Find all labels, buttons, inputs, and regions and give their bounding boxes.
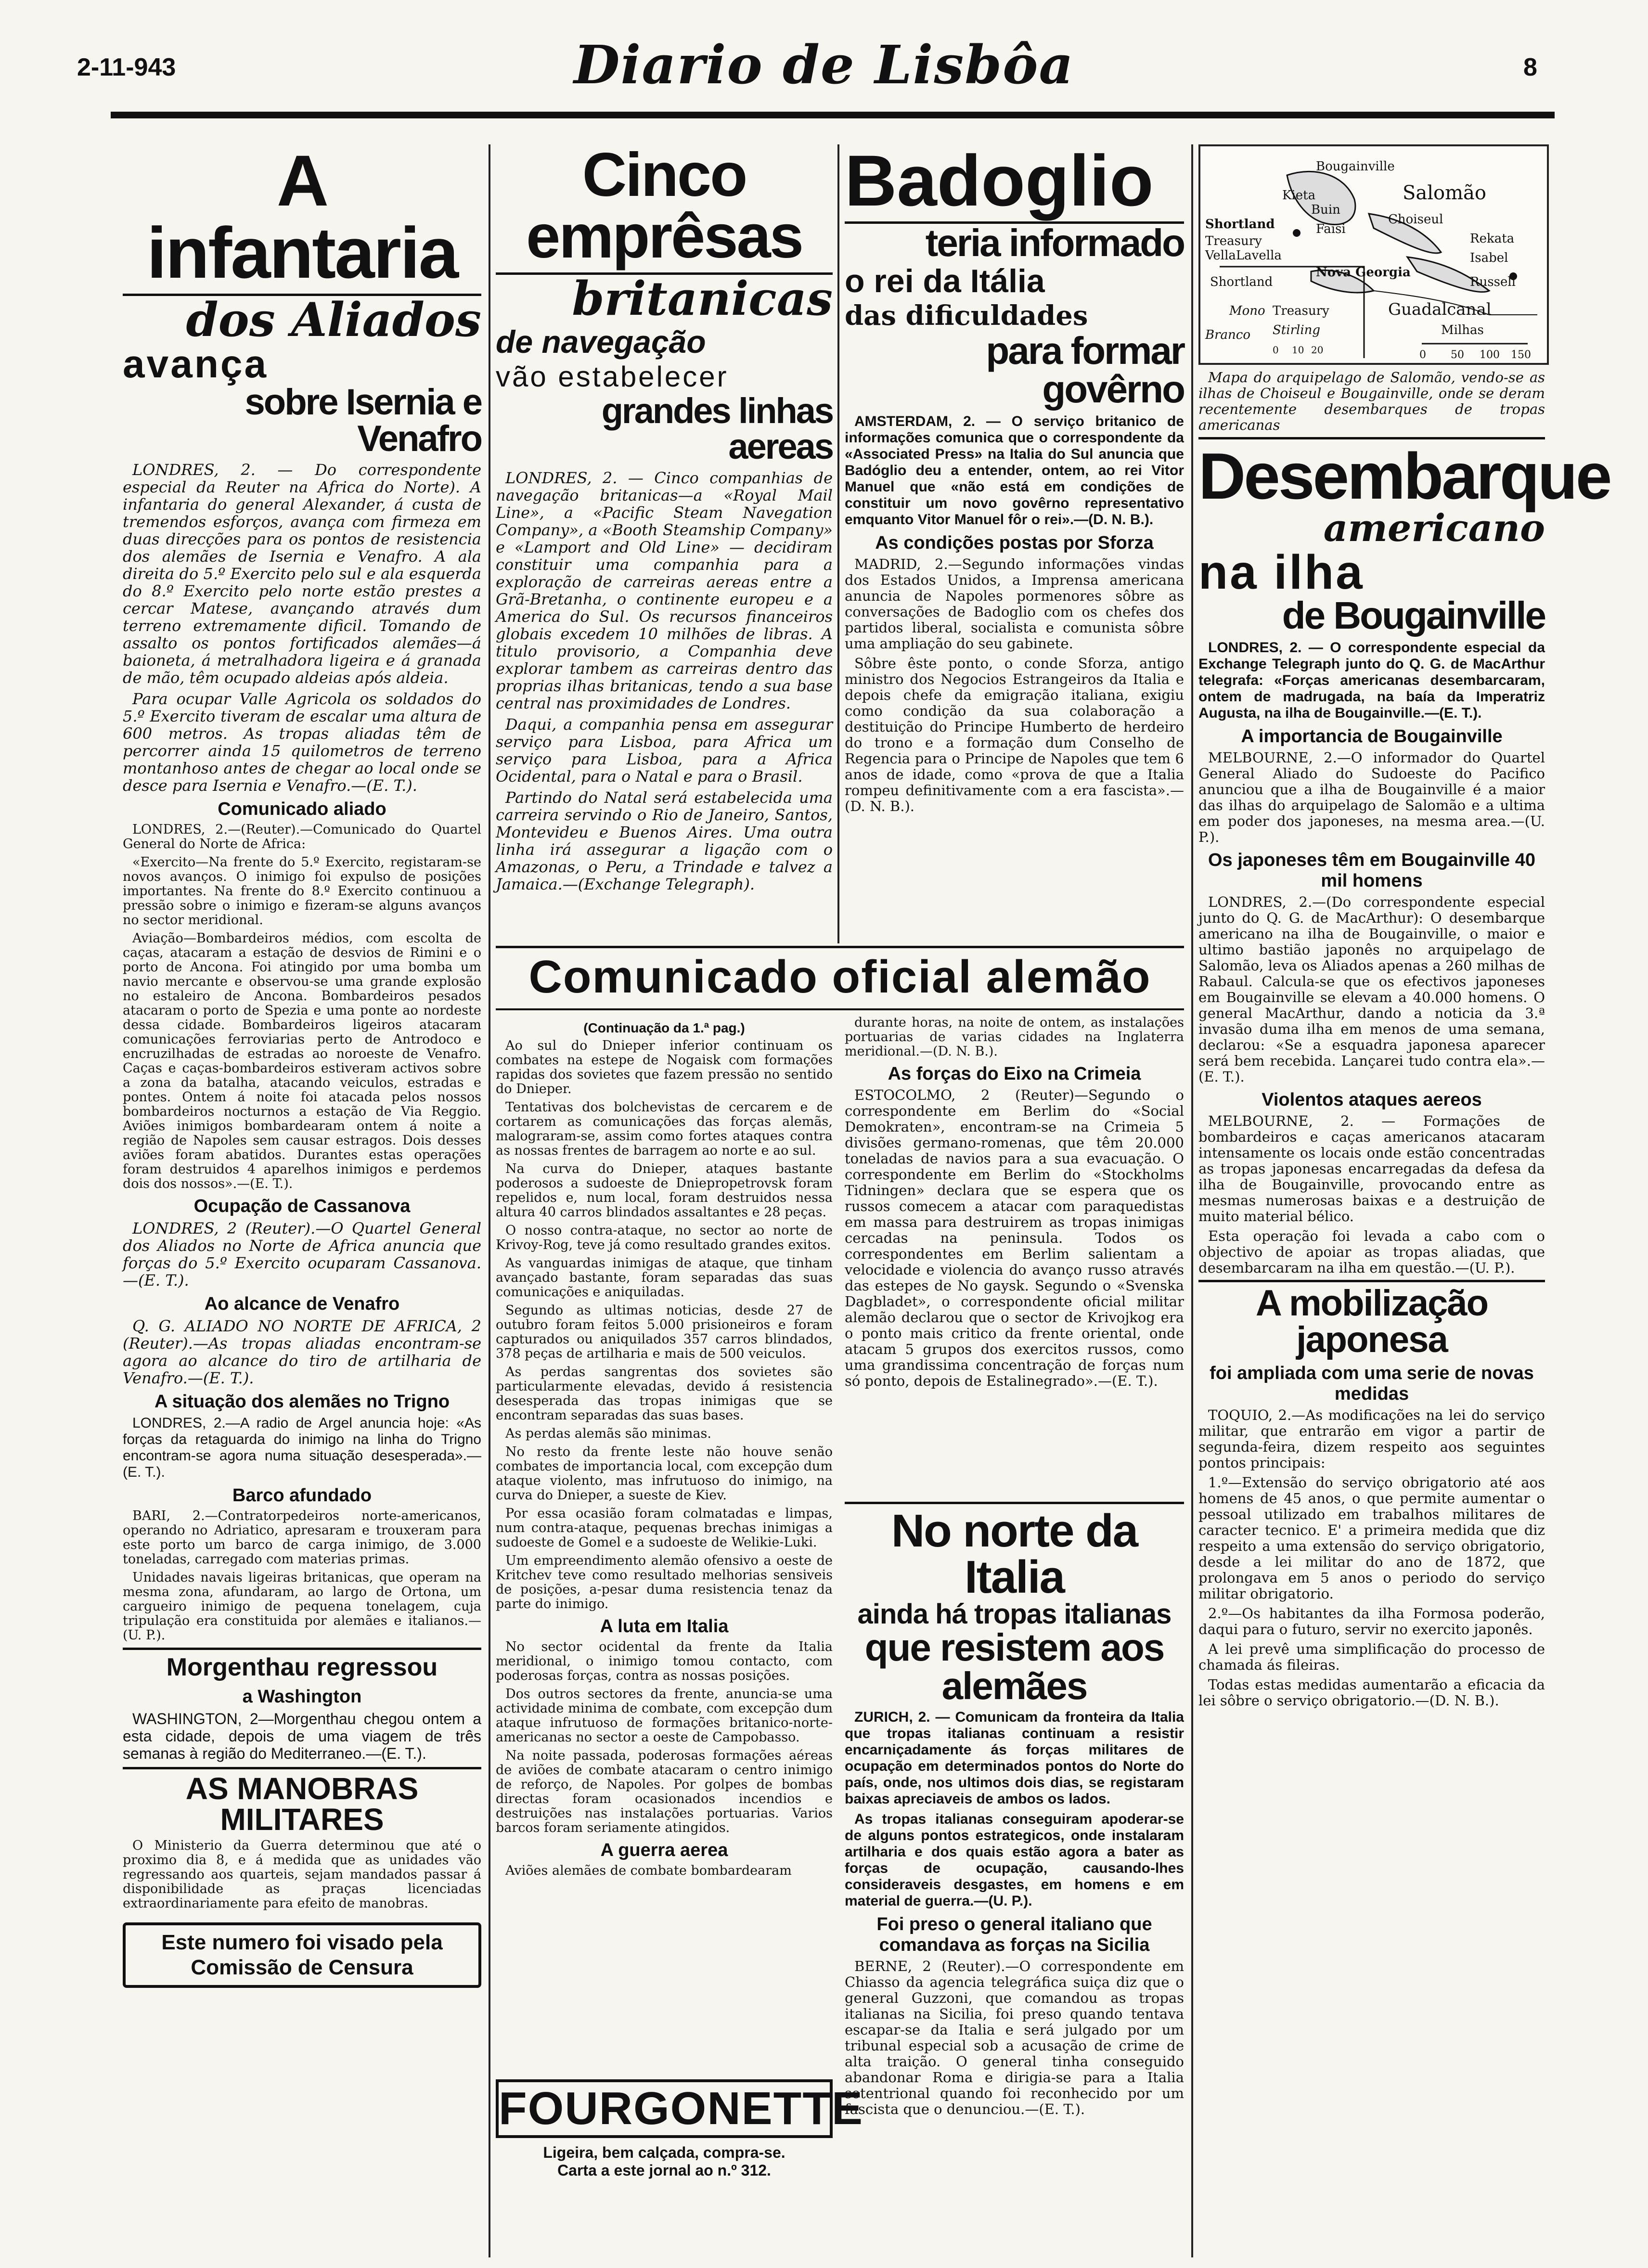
map-label: Treasury — [1205, 234, 1262, 248]
headline: Cinco emprêsas — [496, 144, 833, 275]
subheading: Violentos ataques aereos — [1262, 1089, 1482, 1110]
map-label: Guadalcanal — [1388, 300, 1492, 319]
subheading: foi ampliada com uma serie de novas medidas — [1210, 1363, 1534, 1404]
solomon-islands-map — [1198, 144, 1549, 365]
headline: No norte da Italia — [891, 1505, 1138, 1603]
headline-sub: britanicas — [572, 271, 833, 326]
paragraph: Ao sul do Dnieper inferior continuam os combates na estepe de Nogaisk com formações rapidas dos sovietes que fazem pressão no sentido do Dnieper. — [496, 1038, 833, 1096]
paragraph: 2.º—Os habitantes da ilha Formosa poderão, daqui para o futuro, servir no exercito japonês. — [1198, 1605, 1545, 1637]
column-divider — [1191, 144, 1193, 2257]
paragraph: MELBOURNE, 2. — Formações de bombardeiros e caças americanos atacaram intensamente os locais onde estão concentradas as tropas japonesas encarregadas da defesa da ilha de Bougainville, provocando entre as mesmas numerosas baixas e a destruição de muito material bélico. — [1198, 1112, 1545, 1224]
paragraph: ZURICH, 2. — Comunicam da fronteira da Italia que tropas italianas continuam a resistir encarniçadamente ás forças militares de ocupação em determinados pontos do Norte do país, onde, nos ultimos dois dias, se registaram baixas apreciaveis de ambos os lados. — [845, 1709, 1184, 1807]
paragraph: Um empreendimento alemão ofensivo a oeste de Kritchev teve como resultado melhorias sensiveis de posições, a-pesar duma resistencia tenaz da parte do inimigo. — [496, 1553, 833, 1611]
map-label: 150 — [1511, 349, 1531, 361]
article-title: AS MANOBRAS MILITARES — [185, 1771, 419, 1837]
map-label: Nova Georgia — [1316, 265, 1411, 280]
article-title: Morgenthau regressou — [166, 1653, 438, 1681]
headline-sub: vão estabelecer — [496, 360, 729, 393]
paragraph: AMSTERDAM, 2. — O serviço britanico de informações comunica que o correspondente da «Associated Press» na Italia do Sul anuncia que Badóglio deu a entender, ontem, ao rei Vitor Manuel que «não está em condições de constituir um novo govêrno representativo emquanto Vitor Manuel fôr o rei».—(D. N. B.). — [845, 413, 1184, 528]
headline-sub: teria informado — [925, 221, 1184, 264]
headline-sub: ainda há tropas italianas — [857, 1598, 1172, 1630]
paragraph: LONDRES, 2. — O correspondente especial da Exchange Telegraph junto do Q. G. de MacArthur telegrafa: «Forças americanas desembarcaram, ontem de madrugada, na baía da Imperatriz Augusta, na ilha de Bougainville.—(E. T.). — [1198, 639, 1545, 721]
paragraph: MELBOURNE, 2.—O informador do Quartel General Aliado do Sudoeste do Pacifico anunciou que a ilha de Bougainville é a maior das ilhas do arquipelago de Salomão e a ultima em poder dos japoneses, na mesma area.—(U. P.). — [1198, 749, 1545, 845]
issue-date: 2-11-943 — [77, 53, 176, 81]
paragraph: Partindo do Natal será estabelecida uma carreira servindo o Rio de Janeiro, Santos, Montevideu e Buenos Aires. Uma outra linha irá assegurar a ligação com o Amazonas, o Peru, a Trindade e talvez a Jamaica.—(Exchange Telegraph). — [496, 788, 833, 893]
paragraph: BARI, 2.—Contratorpedeiros norte-americanos, operando no Adriatico, apresaram e trouxeram para este porto um barco de carga inimigo, de 3.000 toneladas, carregado com materias primas. — [123, 1508, 481, 1567]
paragraph: As tropas italianas conseguiram apoderar-se de alguns pontos estrategicos, onde instalaram artilharia e dos quais estão agora a bater as forças de ocupação, causando-lhes consideraveis desgastes, em homens e em material de guerra.—(U. P.). — [845, 1811, 1184, 1909]
section-title: Comunicado oficial alemão — [528, 951, 1151, 1003]
paragraph: Na noite passada, poderosas formações aéreas de aviões de combate atacaram o centro inimigo de reforço, de Napoles. Por golpes de bombas directas foram ocasionados incendios e destruições nas instalações portuarias. Varios barcos foram seriamente atingidos. — [496, 1748, 833, 1835]
paragraph: As perdas sangrentas dos sovietes são particularmente elevadas, devido á resistencia desesperada das tropas inimigas que se encontram separadas das suas bases. — [496, 1365, 833, 1423]
map-label: Kieta — [1282, 188, 1316, 203]
subheading: Comunicado aliado — [218, 799, 386, 819]
masthead-rule — [111, 112, 1555, 118]
subheading: As condições postas por Sforza — [875, 533, 1154, 553]
ad-line: Carta a este jornal ao n.º 312. — [557, 2162, 771, 2179]
map-label: 0 — [1273, 344, 1279, 356]
paragraph: BERNE, 2 (Reuter).—O correspondente em Chiasso da agencia telegráfica suiça diz que o general Guzzoni, que comandou as tropas italianas na Sicilia, foi preso quando tentava escapar-se da Italia e será julgado por um tribunal especial sob a acusação de crime de alta traição. O general tinha conseguido abandonar Roma e dirigia-se para a Italia setentrional quando foi reconhecido por um fascista que o denunciou.—(E. T.). — [845, 1958, 1184, 2117]
paragraph: ESTOCOLMO, 2 (Reuter)—Segundo o correspondente em Berlim do «Social Demokraten», encontram-se na Crimeia 5 divisões germano-romenas, que têm 20.000 toneladas de navios para a sua evacuação. O correspondente em Berlim do «Stockholms Tidningen» declara que se espera que os russos comecem a atacar com paraquedistas em massa para destruirem as tropas inimigas cercadas na peninsula. Todos os correspondentes em Berlim salientam a velocidade e violencia do avanço russo através das estepes de No gaysk. Segundo o «Svenska Dagbladet», o correspondente oficial militar alemão declarou que o sector de Krivojkog era o ponto mais critico da frente oriental, onde atacam 5 grupos dos exercitos russos, como uma grandissima concentração de forças num só ponto, depois de Estalinegrado».—(E. T.). — [845, 1087, 1184, 1389]
paragraph: WASHINGTON, 2—Morgenthau chegou ontem a esta cidade, depois de uma viagem de três semanas à região do Mediterraneo.—(E. T.). — [123, 1710, 481, 1762]
paragraph: Para ocupar Valle Agricola os soldados do 5.º Exercito tiveram de escalar uma altura de 600 metros. As tropas aliadas têm de percorrer ainda 15 quilometros de terreno montanhoso antes de chegar ao local onde se desce para Isernia e Venafro.—(E. T.). — [123, 689, 481, 795]
paragraph: As vanguardas inimigas de ataque, que tinham avançado bastante, foram separadas das suas comunicações e aniquiladas. — [496, 1256, 833, 1300]
subheading: Os japoneses têm em Bougainville 40 mil homens — [1208, 850, 1536, 891]
paragraph: «Exercito—Na frente do 5.º Exercito, registaram-se novos avanços. O inimigo foi expulso de posições importantes. Na frente do 8.º Exercito continuou a pressão sobre o inimigo e fizeram-se alguns avanços no sector meridional. — [123, 854, 481, 928]
column-divider — [489, 144, 490, 2257]
ad-line: Ligeira, bem calçada, compra-se. — [543, 2144, 785, 2161]
headline-sub: de navegação — [496, 323, 706, 360]
article-bougainville — [1198, 144, 1610, 2257]
map-label: Treasury — [1273, 304, 1329, 318]
map-label: 0 — [1419, 349, 1426, 361]
headline: Badoglio — [845, 144, 1184, 224]
headline-sub: o rei da Itália — [845, 263, 1045, 299]
subheading: Ao alcance de Venafro — [204, 1293, 400, 1314]
section-rule — [496, 946, 1184, 948]
headline-sub: avança — [123, 342, 269, 386]
paragraph: LONDRES, 2.—A radio de Argel anuncia hoje: «As forças da retaguarda do inimigo na linha do Trigno encontram-se agora numa situação desesperada».—(E. T.). — [123, 1415, 481, 1480]
headline-sub: americano — [1323, 506, 1545, 550]
map-label: Rekata — [1470, 232, 1515, 246]
map-label: 100 — [1480, 349, 1500, 361]
paragraph: O Ministerio da Guerra determinou que até o proximo dia 8, e á medida que as unidades vão regressando aos quarteis, sejam mandados passar á disponibilidade as praças licenciadas extraordinariamente para efeito de manobras. — [123, 1838, 481, 1911]
paragraph: Aviação—Bombardeiros médios, com escolta de caças, atacaram a estação de desvios de Rimini e o porto de Ancona. Foi atingido por uma bomba um navio mercante e observou-se uma grande explosão no estaleiro de Ancona. Bombardeiros pesados atacaram o porto de Spezia e uma ponte ao nordeste dessa cidade. Bombardeiros ligeiros atacaram comunicações ferroviarias perto de Antrodoco e encruzilhadas de estradas ao noroeste de Venafro. Caças e caças-bombardeiros estiveram activos sobre a zona da batalha, atacando veiculos, estradas e pontes. Ontem á noite foi atacada pelos nossos bombardeiros nocturnos a estação de Via Reggio. Aviões inimigos bombardearam ontem á noite a região de Napoles sem causar estragos. Dois desses aviões foram abatidos. Durantes estas operações foram destruidos 4 aparelhos inimigos e perdemos dois dos nossos».—(E. T.). — [123, 930, 481, 1191]
headline-sub: na ilha — [1198, 545, 1365, 599]
paragraph: Sôbre êste ponto, o conde Sforza, antigo ministro dos Negocios Estrangeiros da Italia e depois chefe da emigração italiana, exigiu como condição da sua colaboração a destituição do Principe Humberto de herdeiro do trono e a formação dum Conselho de Regencia para o Principe de Napoles que tem 6 anos de idade, como «prova de que a Italia rompeu definitivamente com a era fascista».—(D. N. B.). — [845, 655, 1184, 814]
article-manobras — [123, 1767, 481, 1911]
map-label: 50 — [1451, 349, 1464, 361]
map-drawing — [1200, 146, 1543, 359]
paragraph: Por essa ocasião foram colmatadas e limpas, num contra-ataque, pequenas brechas inimigas a sudoeste de Gomel e a sudoeste de Welikie-Luki. — [496, 1506, 833, 1550]
headline-sub: de Bougainville — [1282, 593, 1545, 637]
headline-sub: dos Aliados — [186, 293, 481, 347]
paragraph: Unidades navais ligeiras britanicas, que operam na mesma zona, afundaram, ao largo de Ortona, um cargueiro inimigo de pequena tonelagem, cuja tripulação era constituida por alemães e italianos.—(U. P.). — [123, 1570, 481, 1643]
map-label: Shortland — [1205, 217, 1275, 232]
headline-sub: das dificuldades — [845, 300, 1088, 332]
section-rule — [496, 1008, 1184, 1010]
paragraph: durante horas, na noite de ontem, as instalações portuarias de varias cidades na Inglaterra meridional.—(D. N. B.). — [845, 1015, 1184, 1059]
map-label: 20 — [1311, 344, 1324, 356]
map-label: VellaLavella — [1205, 248, 1282, 263]
paragraph: Esta operação foi levada a cabo com o objectivo de apoiar as tropas aliadas, que desembarcaram na ilha em questão.—(U. P.). — [1198, 1227, 1545, 1276]
paragraph: MADRID, 2.—Segundo informações vindas dos Estados Unidos, a Imprensa americana anuncia de Napoles pormenores sôbre as conversações de Badoglio com os chefes dos partidos liberal, socialista e comunista sôbre uma ampliação do seu gabinete. — [845, 556, 1184, 652]
map-label: Stirling — [1273, 323, 1321, 337]
subheading: a Washington — [242, 1686, 362, 1707]
headline-sub: que resistem aos alemães — [864, 1626, 1164, 1707]
headline-sub: sobre Isernia e Venafro — [245, 381, 481, 459]
column-divider — [837, 144, 839, 943]
map-label: Russell — [1470, 275, 1516, 289]
headline-sub: grandes linhas aereas — [601, 390, 833, 466]
map-label: Milhas — [1441, 323, 1484, 337]
map-label: Isabel — [1470, 251, 1508, 265]
map-label: Mono — [1229, 304, 1265, 318]
ad-title: FOURGONETTE — [496, 2079, 833, 2138]
paragraph: No sector ocidental da frente da Italia meridional, o inimigo tomou contacto, com poderosas forças, contra as nossas posições. — [496, 1639, 833, 1683]
article-comunicado — [496, 1016, 833, 1988]
newspaper-title: Diario de Lisbôa — [574, 34, 1074, 96]
page-number: 8 — [1523, 53, 1537, 81]
headline-sub: para formar govêrno — [986, 329, 1184, 411]
paragraph: 1.º—Extensão do serviço obrigatorio até aos homens de 45 anos, o que permite aumentar o pessoal utilizado em trabalhos militares de caracter tecnico. E' a primeira medida que diz respeito a uma extensão do serviço obrigatorio, desde a lei militar do ano de 1872, que prolongava em 5 anos o periodo do serviço militar obrigatorio. — [1198, 1474, 1545, 1602]
paragraph: Dos outros sectores da frente, anuncia-se uma actividade minima de combate, com excepção dum ataque infrutuoso de formações britanico-norte-americanas no sector a oeste de Campobasso. — [496, 1687, 833, 1745]
article-morgenthau — [123, 1648, 481, 1762]
subheading: A luta em Italia — [600, 1616, 729, 1637]
subheading: A situação dos alemães no Trigno — [154, 1391, 450, 1412]
paragraph: Tentativas dos bolchevistas de cercarem e de cortarem as comunicações das forças alemãs, malograram-se, assim como fortes ataques contra as nossas frentes de barragem ao norte e ao sul. — [496, 1100, 833, 1158]
article-badoglio — [845, 140, 1184, 939]
paragraph: As perdas alemãs são minimas. — [505, 1426, 711, 1441]
subheading: Ocupação de Cassanova — [193, 1196, 411, 1216]
subheading: Foi preso o general italiano que comandava as forças na Sicilia — [876, 1914, 1152, 1955]
paragraph: No resto da frente leste não houve senão combates de importancia local, com excepção dum ataque violento, mas infrutuoso do inimigo, na curva do Dnieper, a sueste de Kiev. — [496, 1444, 833, 1503]
paragraph: TOQUIO, 2.—As modificações na lei do serviço militar, que entrarão em vigor a partir de segunda-feira, dizem respeito aos seguintes pontos principais: — [1198, 1406, 1545, 1471]
map-label: Choiseul — [1388, 212, 1443, 227]
subheading: Barco afundado — [232, 1485, 372, 1506]
continuation-note: (Continuação da 1.ª pag.) — [583, 1020, 745, 1035]
classified-ad — [496, 2079, 863, 2238]
map-caption: Mapa do arquipelago de Salomão, vendo-se as ilhas de Choiseul e Bougainville, onde se deram recentemente desembarques de tropas americanas — [1198, 369, 1545, 433]
paragraph: LONDRES, 2 (Reuter).—O Quartel General dos Aliados no Norte de Africa anuncia que forças do 5.º Exercito ocuparam Cassanova.—(E. T.). — [123, 1219, 481, 1289]
masthead — [0, 0, 1648, 125]
paragraph: Todas estas medidas aumentarão a eficacia da lei sôbre o serviço obrigatorio.—(D. N. B.). — [1198, 1676, 1545, 1709]
paragraph: LONDRES, 2.—(Do correspondente especial junto do Q. G. de MacArthur): O desembarque americano na ilha de Bougainville, o maior e ultimo bastião japonês no arquipelago de Salomão, leva os Aliados apenas a 260 milhas de Rabaul. Calcula-se que os efectivos japoneses em Bougainville se elevam a 40.000 homens. O general MacArthur, dando a noticia da 3.ª invasão duma ilha em menos de uma semana, declarou: «Se a esquadra japonesa aparecer será bem recebida. Lançarei tudo contra ela».—(E. T.). — [1198, 893, 1545, 1085]
subheading: A guerra aerea — [600, 1840, 728, 1860]
censorship-notice: Este numero foi visado pela Comissão de Censura — [123, 1922, 481, 1988]
article-infantaria — [123, 140, 481, 2253]
paragraph: O nosso contra-ataque, no sector ao norte de Krivoy-Rog, teve já como resultado grandes exitos. — [496, 1223, 833, 1252]
subheading: As forças do Eixo na Crimeia — [888, 1064, 1141, 1084]
paragraph: Q. G. ALIADO NO NORTE DE AFRICA, 2 (Reuter).—As tropas aliadas encontram-se agora ao alcance do tiro de artilharia de Venafro.—(E. T.). — [123, 1316, 481, 1387]
headline: A mobilização japonesa — [1255, 1282, 1488, 1360]
map-label: Faisi — [1316, 222, 1346, 236]
map-label: Bougainville — [1316, 159, 1395, 174]
map-label: 10 — [1292, 344, 1304, 356]
paragraph: Daqui, a companhia pensa em assegurar serviço para Lisboa, para Africa um serviço para Lisboa, para a Africa Ocidental, para o Natal e para o Brasil. — [496, 715, 833, 786]
paragraph: LONDRES, 2.—(Reuter).—Comunicado do Quartel General do Norte de Africa: — [123, 822, 481, 851]
article-norte-italia — [845, 1502, 1184, 2257]
paragraph: Segundo as ultimas noticias, desde 27 de outubro foram feitos 5.000 prisioneiros e foram capturados ou aniquilados 357 carros blindados, 378 peças de artilharia e mais de 500 veiculos. — [496, 1303, 833, 1361]
headline: A infantaria — [123, 144, 481, 296]
subheading: A importancia de Bougainville — [1241, 726, 1503, 747]
map-label: Branco — [1205, 328, 1250, 342]
paragraph: Aviões alemães de combate bombardearam — [505, 1863, 792, 1878]
map-label: Salomão — [1403, 182, 1486, 204]
lead-paragraph: LONDRES, 2. — Do correspondente especial da Reuter na Africa do Norte). A infantaria do general Alexander, á custa de tremendos esforços, avança com firmeza em duas direcções para os pontos de resistencia dos alemães de Isernia e Venafro. A ala direita do 5.º Exercito pelo sul e ala esquerda do 8.º Exercito pelo norte estão prestes a cercar Matese, avançando através dum terreno extremamente dificil. Tomando de assalto os pontos fortificados alemães—á baioneta, á metralhadora ligeira e á granada de mão, têm ocupado aldeias após aldeia. — [123, 460, 481, 687]
paragraph: A lei prevê uma simplificação do processo de chamada ás fileiras. — [1198, 1640, 1545, 1673]
paragraph: LONDRES, 2. — Cinco companhias de navegação britanicas—a «Royal Mail Line», a «Pacific Steam Navegation Company», a «Booth Steamship Company» e «Lamport and Old Line» — decidiram constituir uma companhia para a exploração de carreiras aereas entre a Grã-Bretanha, o continente europeu e a America do Sul. Os recursos financeiros globais excedem 10 milhões de libras. A titulo provisorio, a Companhia deve explorar tambem as carreiras dentro das proprias ilhas britanicas, tendo a sua base central nas proximidades de Londres. — [496, 468, 833, 712]
paragraph: Na curva do Dnieper, ataques bastante poderosos a sudoeste de Dniepropetrovsk foram repelidos e, num local, foram destruidos nessa altura 40 carros blindados assaltantes e 28 peças. — [496, 1161, 833, 1220]
map-label: Buin — [1311, 203, 1340, 217]
map-label: Shortland — [1210, 275, 1273, 289]
headline: Desembarque — [1198, 439, 1610, 513]
article-empresas — [496, 141, 833, 939]
